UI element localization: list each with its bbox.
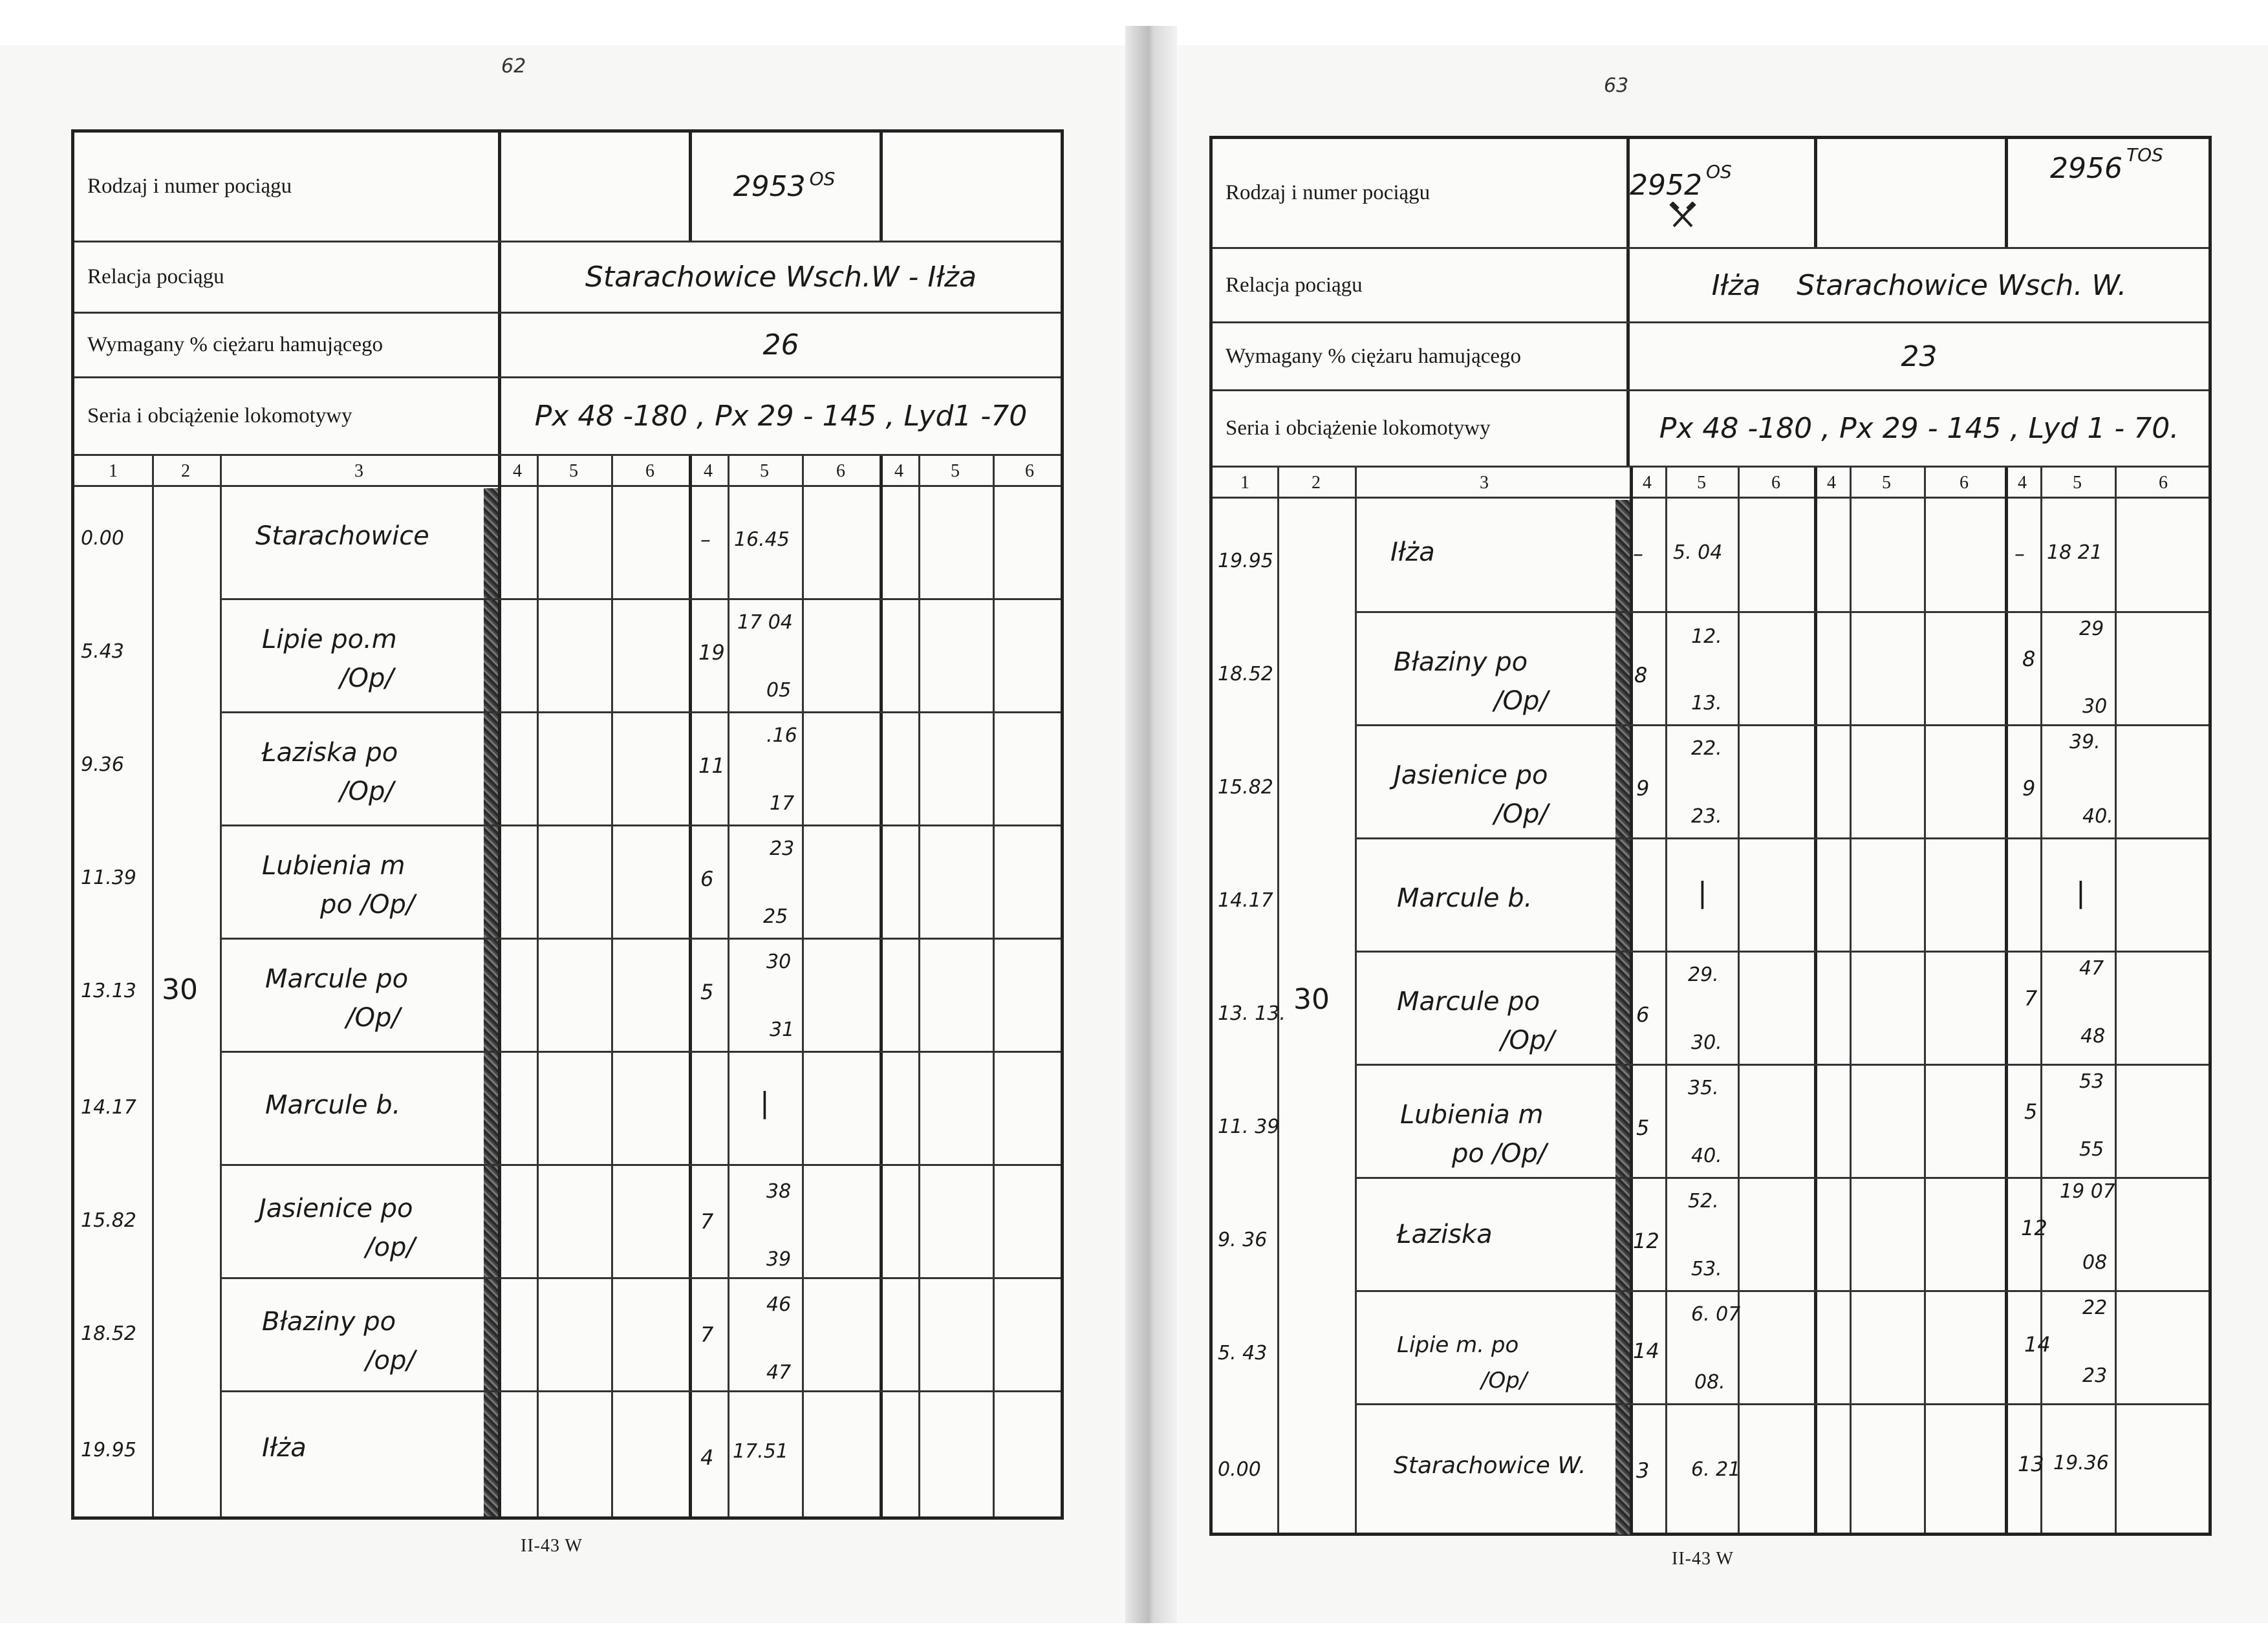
column-number: 6 xyxy=(645,461,654,481)
station-name: Jasienice po xyxy=(259,1194,413,1223)
arrival-time-2: 19 07 xyxy=(2060,1180,2115,1203)
stop-time-2: 7 xyxy=(2024,986,2038,1011)
hatched-divider xyxy=(484,488,498,1516)
departure-time: 25 xyxy=(763,905,788,928)
column-number: 3 xyxy=(354,461,363,481)
relation-row xyxy=(1213,249,2209,323)
station-name: Iłża xyxy=(1390,537,1435,567)
station-name-suffix: /Op/ xyxy=(1500,1026,1555,1055)
stop-time-1: – xyxy=(1633,541,1643,566)
km-value: 13.13 xyxy=(81,980,136,1002)
km-value: 15.82 xyxy=(81,1209,136,1232)
column-number: 5 xyxy=(1697,473,1706,493)
km-value: 13. 13. xyxy=(1218,1002,1286,1025)
train-kind-label: Rodzaj i numer pociągu xyxy=(1213,139,1630,247)
stop-time-1: 12 xyxy=(1633,1229,1659,1253)
arrival-time-2: 29 xyxy=(2079,618,2104,640)
stop-time-1: 14 xyxy=(1633,1339,1659,1363)
station-name: Starachowice W. xyxy=(1394,1452,1586,1479)
hatched-divider xyxy=(1615,500,1630,1535)
column-number: 1 xyxy=(1240,473,1249,493)
departure-time: 17 xyxy=(770,792,795,815)
station-name-suffix: po /Op/ xyxy=(1452,1139,1547,1169)
arrival-time: 17 04 xyxy=(737,611,793,634)
station-name-suffix: /Op/ xyxy=(346,1003,400,1033)
pass-marker: | xyxy=(760,1086,770,1119)
station-name: Marcule po xyxy=(265,964,409,994)
loco-row xyxy=(1213,391,2209,468)
km-value: 0.00 xyxy=(81,527,124,550)
km-value: 0.00 xyxy=(1218,1458,1261,1481)
station-name: Iłża xyxy=(262,1433,307,1463)
column-number-row xyxy=(74,456,1061,487)
stop-time-1: 6 xyxy=(1636,1002,1650,1027)
station-name: Błaziny po xyxy=(262,1307,396,1337)
speed-value: 30 xyxy=(1293,983,1330,1016)
departure-time-1: 23. xyxy=(1691,805,1722,828)
loco-label: Seria i obciążenie lokomotywy xyxy=(74,378,501,454)
departure-time: 39 xyxy=(766,1248,792,1271)
station-name: Łaziska po xyxy=(262,738,398,768)
stop-time-1: 9 xyxy=(1636,776,1650,801)
arrival-time-1: 35. xyxy=(1688,1077,1719,1099)
departure-time-1: 6. 21 xyxy=(1691,1458,1741,1481)
crossed-hammers-icon xyxy=(1669,202,1697,230)
departure-time-1: 08. xyxy=(1694,1371,1725,1394)
departure-time-1: 40. xyxy=(1691,1145,1722,1167)
km-value: 14.17 xyxy=(1218,889,1273,912)
arrival-time-2: 39. xyxy=(2069,731,2101,753)
stop-time: 5 xyxy=(700,980,714,1004)
stop-time-2: 13 xyxy=(2018,1452,2044,1476)
departure-time-2: 23 xyxy=(2082,1364,2108,1387)
stop-time: 7 xyxy=(700,1322,714,1347)
column-number: 3 xyxy=(1480,473,1489,493)
column-number: 5 xyxy=(760,461,769,481)
column-number: 6 xyxy=(1771,473,1780,493)
relation-label: Relacja pociągu xyxy=(1213,249,1630,321)
departure-time-2: 08 xyxy=(2082,1251,2108,1274)
train-kind-row xyxy=(1213,139,2209,249)
station-name: Marcule po xyxy=(1397,987,1540,1017)
column-number: 5 xyxy=(569,461,578,481)
brake-label: Wymagany % ciężaru hamującego xyxy=(74,314,501,376)
book-gutter xyxy=(1125,26,1177,1623)
arrival-time-1: 12. xyxy=(1691,625,1722,648)
column-number: 5 xyxy=(1882,473,1891,493)
train-number-2 xyxy=(2005,139,2209,247)
station-name: Lipie m. po xyxy=(1397,1332,1519,1358)
km-value: 18.52 xyxy=(81,1322,136,1345)
station-name-suffix: /Op/ xyxy=(340,777,394,806)
station-name-suffix: /op/ xyxy=(365,1233,415,1262)
station-name: Lipie po.m xyxy=(262,625,397,654)
arrival-time: 17.51 xyxy=(733,1440,788,1463)
departure-time-2: 55 xyxy=(2079,1138,2104,1161)
column-number: 4 xyxy=(894,461,903,481)
departure-time-2: 19.36 xyxy=(2053,1452,2109,1474)
km-value: 11.39 xyxy=(81,867,136,889)
train-category: OS xyxy=(809,168,836,189)
station-name-suffix: /Op/ xyxy=(1481,1368,1528,1394)
column-number: 1 xyxy=(109,461,118,481)
arrival-time: 23 xyxy=(770,837,795,860)
column-number: 6 xyxy=(1960,473,1969,493)
stop-time-2: 8 xyxy=(2022,647,2036,671)
brake-row xyxy=(1213,323,2209,391)
departure-time: 16.45 xyxy=(734,528,790,551)
column-number: 5 xyxy=(951,461,960,481)
station-name: Lubienia m xyxy=(1400,1100,1544,1130)
train-number-1-value: 2952 xyxy=(1630,169,1702,202)
column-number: 4 xyxy=(513,461,522,481)
relation-value: Iłża Starachowice Wsch. W. xyxy=(1711,268,2127,302)
brake-label: Wymagany % ciężaru hamującego xyxy=(1213,323,1630,389)
stop-time: 11 xyxy=(698,753,725,778)
stop-time: 19 xyxy=(698,640,725,665)
arrival-time-1: 22. xyxy=(1691,737,1722,760)
relation-label: Relacja pociągu xyxy=(74,242,501,312)
km-value: 11. 39 xyxy=(1218,1116,1280,1138)
station-name: Jasienice po xyxy=(1394,760,1548,790)
departure-time-2: 40. xyxy=(2082,805,2113,828)
brake-value: 23 xyxy=(1901,339,1938,373)
train-number-2-value: 2956 xyxy=(2050,152,2123,185)
departure-time: 31 xyxy=(770,1018,795,1041)
train-kind-row xyxy=(74,133,1061,242)
stop-time-1: 3 xyxy=(1636,1458,1650,1483)
left-page-number: 62 xyxy=(501,55,526,78)
column-number: 4 xyxy=(2018,473,2027,493)
train-number-1 xyxy=(1630,139,1814,247)
station-name-suffix: po /Op/ xyxy=(320,890,415,920)
column-number: 4 xyxy=(1827,473,1836,493)
column-number: 5 xyxy=(2073,473,2082,493)
stop-time-2: 9 xyxy=(2022,776,2036,801)
right-page-footer: II-43 W xyxy=(1672,1549,1734,1569)
km-value: 5. 43 xyxy=(1218,1342,1268,1364)
km-value: 19.95 xyxy=(1218,550,1273,572)
departure-time: 47 xyxy=(766,1361,792,1384)
column-number: 4 xyxy=(704,461,713,481)
km-value: 9.36 xyxy=(81,753,124,776)
station-name: Łaziska xyxy=(1397,1220,1493,1249)
departure-time-1: 13. xyxy=(1691,692,1722,715)
train-number-value: 2953 xyxy=(733,170,806,203)
right-timetable xyxy=(1209,136,2212,1536)
left-page-footer: II-43 W xyxy=(521,1536,583,1556)
station-name: Marcule b. xyxy=(1397,883,1533,913)
stop-time-2: 12 xyxy=(2021,1216,2047,1240)
station-name-suffix: /Op/ xyxy=(340,663,394,693)
right-page-number: 63 xyxy=(1604,74,1629,97)
departure-time-1: 53. xyxy=(1691,1258,1722,1280)
departure-time-2: 18 21 xyxy=(2047,541,2102,564)
stop-time: 6 xyxy=(700,867,714,891)
departure-time-1: 30. xyxy=(1691,1031,1722,1054)
stop-time: 4 xyxy=(700,1445,714,1470)
km-value: 14.17 xyxy=(81,1096,136,1119)
column-number: 4 xyxy=(1643,473,1652,493)
relation-row xyxy=(74,242,1061,314)
train-number xyxy=(689,133,880,241)
stop-time: 7 xyxy=(700,1209,714,1234)
loco-label: Seria i obciążenie lokomotywy xyxy=(1213,391,1630,466)
arrival-time: 38 xyxy=(766,1180,792,1203)
loco-value: Px 48 -180 , Px 29 - 145 , Lyd1 -70 xyxy=(534,400,1028,433)
station-name: Marcule b. xyxy=(265,1090,401,1120)
arrival-time: 46 xyxy=(766,1293,792,1316)
km-value: 19.95 xyxy=(81,1439,136,1461)
stop-time-2: 5 xyxy=(2024,1099,2038,1124)
loco-value: Px 48 -180 , Px 29 - 145 , Lyd 1 - 70. xyxy=(1659,412,2179,445)
km-value: 18.52 xyxy=(1218,663,1273,685)
km-value: 5.43 xyxy=(81,640,124,663)
arrival-time-2: 53 xyxy=(2079,1070,2104,1093)
station-name: Starachowice xyxy=(255,521,429,551)
station-name-suffix: /op/ xyxy=(365,1346,415,1375)
column-number: 2 xyxy=(181,461,190,481)
station-name: Błaziny po xyxy=(1394,647,1528,677)
train-kind-label: Rodzaj i numer pociągu xyxy=(74,133,501,241)
stop-time: – xyxy=(700,527,711,552)
pass-marker-2: | xyxy=(2076,876,2086,909)
loco-row xyxy=(74,378,1061,456)
station-name: Lubienia m xyxy=(262,851,405,881)
column-number-row xyxy=(1213,468,2209,499)
arrival-time: 30 xyxy=(766,951,792,973)
km-value: 9. 36 xyxy=(1218,1229,1268,1251)
relation-value: Starachowice Wsch.W - Iłża xyxy=(585,261,977,294)
column-number: 6 xyxy=(2159,473,2168,493)
arrival-time: .16 xyxy=(766,724,797,747)
departure-time-2: 48 xyxy=(2080,1025,2106,1048)
brake-row xyxy=(74,314,1061,378)
column-number: 6 xyxy=(836,461,845,481)
arrival-time-1: 6. 07 xyxy=(1691,1303,1741,1326)
column-number: 2 xyxy=(1312,473,1321,493)
pass-marker-1: | xyxy=(1698,876,1707,909)
departure-time-2: 30 xyxy=(2082,695,2108,718)
arrival-time-2: 22 xyxy=(2082,1297,2108,1319)
brake-value: 26 xyxy=(762,329,799,361)
arrival-time-1: 52. xyxy=(1688,1190,1719,1212)
left-timetable xyxy=(71,129,1064,1520)
stop-time-2: – xyxy=(2014,541,2025,566)
speed-value: 30 xyxy=(162,973,198,1006)
station-name-suffix: /Op/ xyxy=(1494,686,1548,716)
stop-time-1: 5 xyxy=(1636,1116,1650,1140)
departure-time: 05 xyxy=(766,679,792,702)
stop-time-1: 8 xyxy=(1634,663,1648,687)
column-number: 6 xyxy=(1025,461,1034,481)
departure-time-1: 5. 04 xyxy=(1673,541,1723,564)
station-name-suffix: /Op/ xyxy=(1494,799,1548,829)
train-category-1: OS xyxy=(1705,161,1732,182)
train-category-2: TOS xyxy=(2126,144,2163,166)
km-value: 15.82 xyxy=(1218,776,1273,799)
stop-time-2: 14 xyxy=(2024,1332,2051,1357)
arrival-time-2: 47 xyxy=(2079,957,2104,980)
arrival-time-1: 29. xyxy=(1688,964,1719,986)
